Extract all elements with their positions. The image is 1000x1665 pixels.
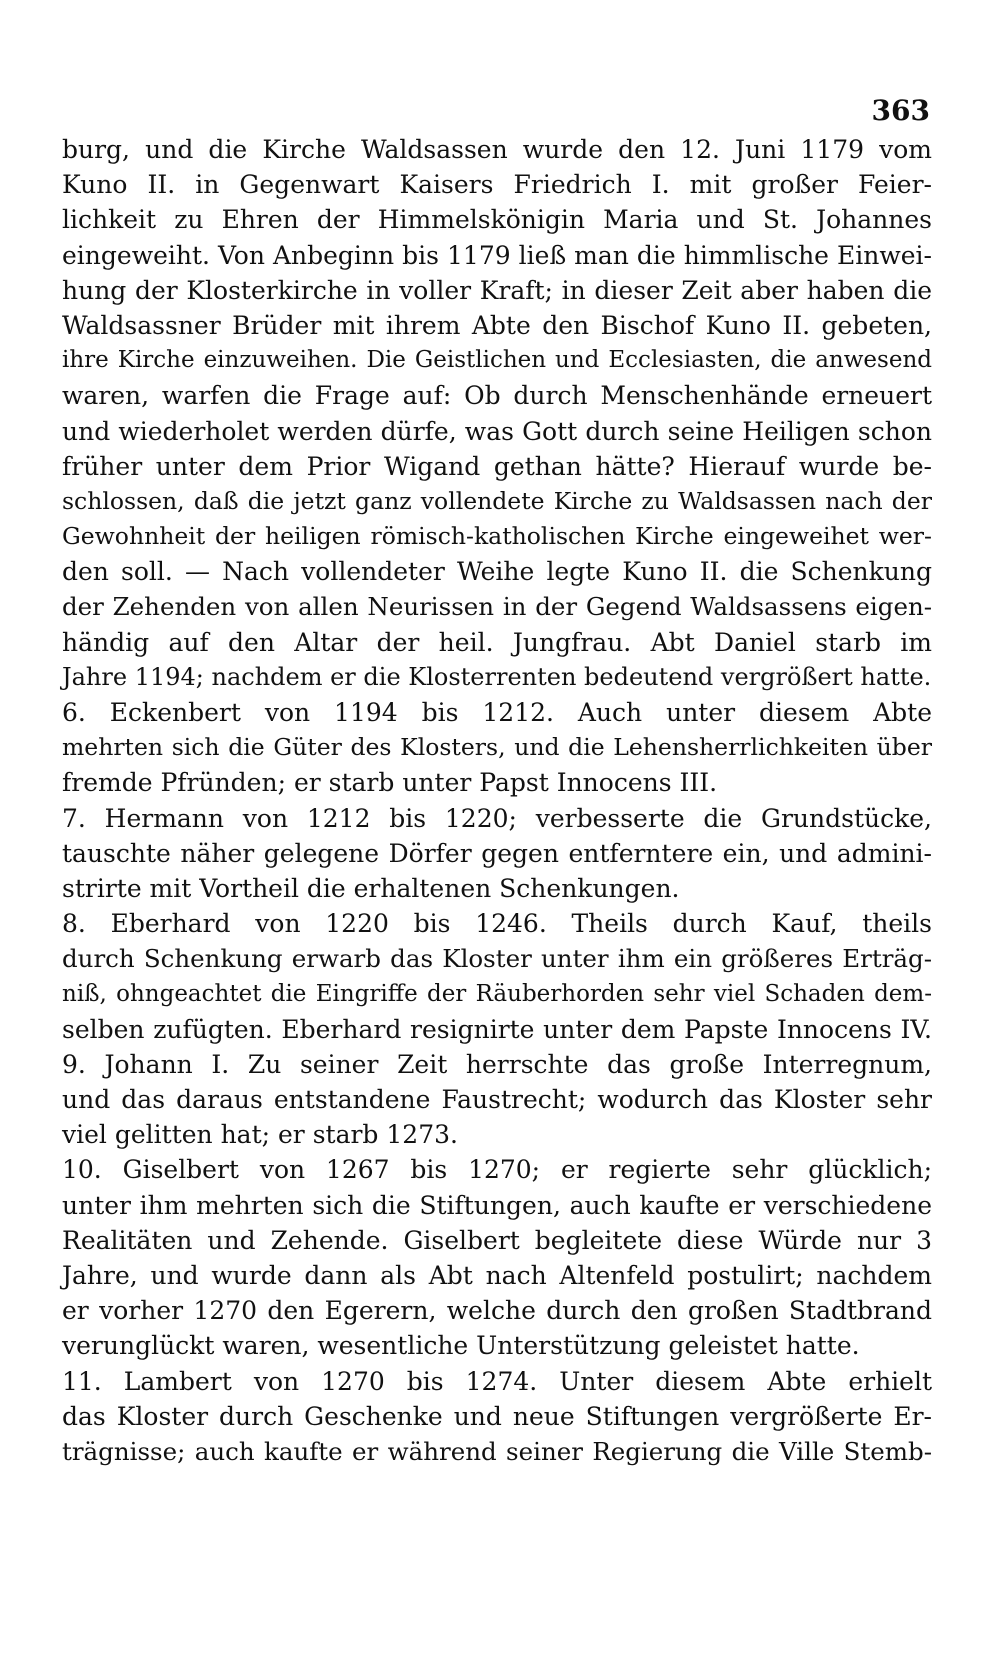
text-line: 11. Lambert von 1270 bis 1274. Unter diesem Abte erhielt <box>62 1366 932 1396</box>
text-line: trägnisse; auch kaufte er während seiner Regierung die Ville Stemb- <box>62 1436 932 1466</box>
text-line: mehrten sich die Güter des Klosters, und die Lehensherrlichkeiten über <box>62 733 932 762</box>
text-line: 9. Johann I. Zu seiner Zeit herrschte das große Interregnum, <box>62 1049 932 1079</box>
text-line: strirte mit Vortheil die erhaltenen Schenkungen. <box>62 873 680 903</box>
text-line: händig auf den Altar der heil. Jungfrau. Abt Daniel starb im <box>62 627 932 657</box>
text-line: schlossen, daß die jetzt ganz vollendete Kirche zu Waldsassen nach der <box>62 486 932 515</box>
text-line: ihre Kirche einzuweihen. Die Geistlichen und Ecclesiasten, die anwesend <box>62 347 932 374</box>
text-line: durch Schenkung erwarb das Kloster unter ihm ein größeres Erträg- <box>62 944 932 974</box>
text-line: lichkeit zu Ehren der Himmelskönigin Maria und St. Johannes <box>62 205 932 235</box>
text-line: und das daraus entstandene Faustrecht; wodurch das Kloster sehr <box>62 1085 932 1115</box>
text-line: unter ihm mehrten sich die Stiftungen, auch kaufte er verschiedene <box>62 1190 932 1220</box>
text-line: den soll. — Nach vollendeter Weihe legte Kuno II. die Schenkung <box>62 557 932 587</box>
text-line: und wiederholet werden dürfe, was Gott durch seine Heiligen schon <box>62 416 932 446</box>
text-line: 8. Eberhard von 1220 bis 1246. Theils durch Kauf, theils <box>62 909 932 939</box>
text-line: niß, ohngeachtet die Eingriffe der Räuberhorden sehr viel Schaden dem- <box>62 980 932 1007</box>
text-line: selben zufügten. Eberhard resignirte unter dem Papste Innocens IV. <box>62 1014 932 1044</box>
text-line: 6. Eckenbert von 1194 bis 1212. Auch unter diesem Abte <box>62 698 932 727</box>
text-line: der Zehenden von allen Neurissen in der Gegend Waldsassens eigen- <box>62 592 932 622</box>
text-line: 10. Giselbert von 1267 bis 1270; er regierte sehr glücklich; <box>62 1155 932 1185</box>
text-line: hung der Klosterkirche in voller Kraft; in dieser Zeit aber haben die <box>62 275 932 305</box>
body-text <box>62 132 932 1469</box>
text-line: Kuno II. in Gegenwart Kaisers Friedrich I. mit großer Feier- <box>62 170 932 200</box>
page-number: 363 <box>871 94 930 127</box>
text-line: waren, warfen die Frage auf: Ob durch Menschenhände erneuert <box>62 381 932 411</box>
text-line: Jahre, und wurde dann als Abt nach Altenfeld postulirt; nachdem <box>62 1261 932 1290</box>
text-line: eingeweiht. Von Anbeginn bis 1179 ließ man die himmlische Einwei- <box>62 240 932 270</box>
text-line: 7. Hermann von 1212 bis 1220; verbesserte die Grundstücke, <box>62 803 932 833</box>
text-line: Waldsassner Brüder mit ihrem Abte den Bischof Kuno II. gebeten, <box>62 310 932 340</box>
text-line: Jahre 1194; nachdem er die Klosterrenten bedeutend vergrößert hatte. <box>62 662 932 691</box>
text-line: er vorher 1270 den Egerern, welche durch den großen Stadtbrand <box>62 1296 932 1326</box>
text-line: burg, und die Kirche Waldsassen wurde den 12. Juni 1179 vom <box>62 135 932 164</box>
text-line: verunglückt waren, wesentliche Unterstützung geleistet hatte. <box>62 1331 860 1361</box>
text-line: viel gelitten hat; er starb 1273. <box>62 1120 458 1150</box>
text-line: Gewohnheit der heiligen römisch-katholischen Kirche eingeweihet wer- <box>62 522 932 551</box>
text-line: tauschte näher gelegene Dörfer gegen entferntere ein, und admini- <box>62 838 932 868</box>
text-line: fremde Pfründen; er starb unter Papst Innocens III. <box>62 768 718 798</box>
text-line: das Kloster durch Geschenke und neue Stiftungen vergrößerte Er- <box>62 1401 932 1431</box>
text-line: früher unter dem Prior Wigand gethan hätte? Hierauf wurde be- <box>62 451 932 481</box>
text-line: Realitäten und Zehende. Giselbert begleitete diese Würde nur 3 <box>62 1225 932 1255</box>
